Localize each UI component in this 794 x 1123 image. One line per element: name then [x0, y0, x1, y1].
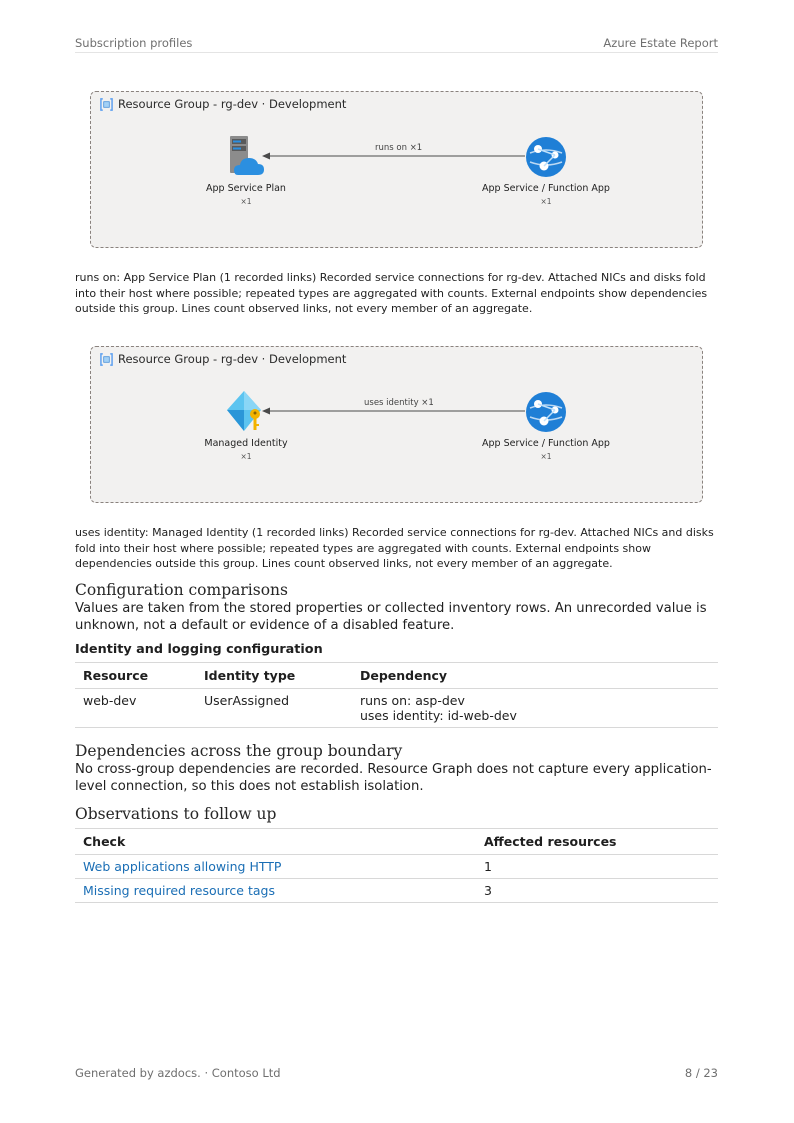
- check-cell: [75, 855, 476, 879]
- page-footer: [75, 1066, 718, 1080]
- node-count: ×1: [240, 197, 252, 206]
- report-page: [75, 0, 718, 1123]
- section-heading-dependencies: Dependencies across the group boundary: [75, 742, 403, 760]
- column-header: Dependency: [352, 663, 718, 689]
- resource-cell: web-dev: [75, 689, 196, 728]
- node-app-service-plan[interactable]: [171, 135, 321, 206]
- edge-label: uses identity ×1: [364, 398, 434, 408]
- resource-group-label: Resource Group - rg-dev · Development: [100, 97, 346, 111]
- check-link-http[interactable]: Web applications allowing HTTP: [83, 859, 282, 874]
- footer-generator: Generated by azdocs. · Contoso Ltd: [75, 1066, 281, 1080]
- page-number: 8 / 23: [684, 1066, 718, 1080]
- section-heading-observations: Observations to follow up: [75, 805, 277, 823]
- node-count: ×1: [540, 452, 552, 461]
- node-app-service[interactable]: [471, 135, 621, 206]
- table-heading-identity: Identity and logging configuration: [75, 642, 323, 657]
- observations-table: [75, 828, 718, 903]
- node-name: App Service Plan: [206, 183, 286, 194]
- diagram-caption: uses identity: Managed Identity (1 recorded links) Recorded service connections for rg-dev. Attached NICs and disks fold into their host where possible; repeated types are aggregated with counts. External endpoints show dependencies outside this group. Lines count observed links, not every member of an aggregate.: [75, 526, 714, 570]
- table-row: [75, 689, 718, 728]
- column-header: Check: [75, 829, 476, 855]
- dependency-diagram-runs-on: [90, 91, 703, 248]
- affected-count-cell: 3: [476, 879, 718, 903]
- check-cell: [75, 879, 476, 903]
- table-row: [75, 879, 718, 903]
- header-report-title: Azure Estate Report: [603, 36, 718, 50]
- check-link-tags[interactable]: Missing required resource tags: [83, 883, 275, 898]
- dependencies-text: No cross-group dependencies are recorded. Resource Graph does not capture every application-level connection, so this does not establish isolation.: [75, 762, 712, 794]
- app-service-globe-icon: [524, 390, 568, 434]
- node-name: App Service / Function App: [482, 183, 610, 194]
- table-header-row: [75, 663, 718, 689]
- identity-config-table: [75, 662, 718, 728]
- node-name: App Service / Function App: [482, 438, 610, 449]
- column-header: Resource: [75, 663, 196, 689]
- dependency-runs-on: runs on: asp-dev: [360, 693, 465, 708]
- node-count: ×1: [540, 197, 552, 206]
- edge-label: runs on ×1: [375, 143, 423, 153]
- diagram-caption: runs on: App Service Plan (1 recorded links) Recorded service connections for rg-dev. Attached NICs and disks fold into their host where possible; repeated types are aggregated with counts. External endpoints show dependencies outside this group. Lines count observed links, not every member of an aggregate.: [75, 271, 708, 315]
- affected-count-cell: 1: [476, 855, 718, 879]
- section-intro: Values are taken from the stored properties or collected inventory rows. An unrecorded value is unknown, not a default or evidence of a disabled feature.: [75, 601, 707, 633]
- table-row: [75, 855, 718, 879]
- header-section-title: Subscription profiles: [75, 36, 193, 50]
- section-heading-configuration: Configuration comparisons: [75, 581, 288, 599]
- table-header-row: [75, 829, 718, 855]
- dependency-cell: [352, 689, 718, 728]
- dependency-uses-identity: uses identity: id-web-dev: [360, 708, 517, 723]
- node-name: Managed Identity: [204, 438, 288, 449]
- managed-identity-icon: [224, 390, 268, 434]
- resource-group-label: Resource Group - rg-dev · Development: [100, 352, 346, 366]
- dependency-diagram-uses-identity: [90, 346, 703, 503]
- app-service-globe-icon: [524, 135, 568, 179]
- identity-type-cell: UserAssigned: [196, 689, 352, 728]
- node-managed-identity[interactable]: [171, 390, 321, 461]
- column-header: Identity type: [196, 663, 352, 689]
- column-header: Affected resources: [476, 829, 718, 855]
- node-app-service[interactable]: [471, 390, 621, 461]
- node-count: ×1: [240, 452, 252, 461]
- app-service-plan-icon: [224, 135, 268, 179]
- page-header: [75, 34, 718, 53]
